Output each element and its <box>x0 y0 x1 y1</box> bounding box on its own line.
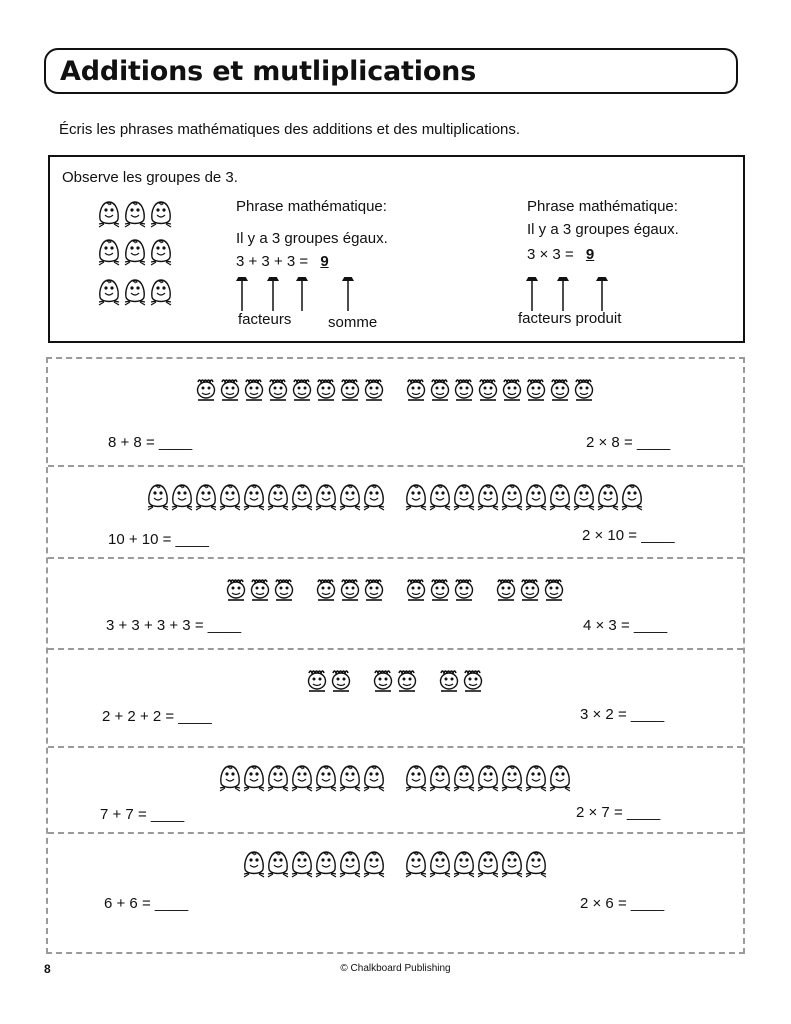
left-heading: Phrase mathématique: <box>236 198 387 215</box>
multiplication-equation[interactable]: 3 × 2 = ____ <box>580 706 665 723</box>
egg-face-icon <box>430 766 450 791</box>
label-factors: facteurs <box>238 311 292 328</box>
egg-face-icon <box>406 766 426 791</box>
example-box <box>48 155 745 343</box>
curly-hair-face-icon <box>270 380 287 400</box>
picture-groups <box>48 477 743 515</box>
egg-group-1 <box>99 202 171 227</box>
curly-hair-face-icon <box>252 580 269 600</box>
addition-equation[interactable]: 3 + 3 + 3 + 3 = ____ <box>106 617 242 634</box>
label-sum: somme <box>328 314 378 331</box>
egg-group-2 <box>99 240 171 265</box>
egg-face-icon <box>292 766 312 791</box>
right-arrows <box>524 277 614 313</box>
curly-hair-face-icon <box>408 380 425 400</box>
multiplication-equation[interactable]: 2 × 7 = ____ <box>576 804 661 821</box>
egg-face-icon <box>364 766 384 791</box>
egg-face-icon <box>454 485 474 510</box>
copyright: © Chalkboard Publishing <box>340 963 451 974</box>
picture-group-2 <box>406 485 642 510</box>
egg-face-icon <box>622 485 642 510</box>
egg-face-icon <box>454 766 474 791</box>
left-arrows <box>234 277 364 313</box>
left-equation-line <box>236 253 337 270</box>
example-intro: Observe les groupes de 3. <box>62 169 238 186</box>
curly-hair-face-icon <box>504 380 521 400</box>
picture-group-2 <box>375 671 416 691</box>
multiplication-equation[interactable]: 2 × 8 = ____ <box>586 434 671 451</box>
egg-face-icon <box>526 485 546 510</box>
exercise-area <box>46 357 745 954</box>
egg-face-icon <box>268 766 288 791</box>
curly-hair-face-icon <box>456 380 473 400</box>
picture-groups <box>48 844 743 882</box>
egg-face-icon <box>364 852 384 877</box>
egg-face-icon <box>598 485 618 510</box>
egg-face-icon <box>340 485 360 510</box>
right-line1: Il y a 3 groupes égaux. <box>527 221 679 238</box>
egg-face-icon <box>502 485 522 510</box>
egg-face-icon <box>478 485 498 510</box>
egg-face-icon <box>502 852 522 877</box>
picture-group-1 <box>228 580 293 600</box>
egg-face-icon <box>502 766 522 791</box>
curly-hair-face-icon <box>576 380 593 400</box>
egg-face-icon <box>340 766 360 791</box>
picture-groups <box>48 660 743 698</box>
page-number: 8 <box>44 962 51 976</box>
picture-group-1 <box>309 671 350 691</box>
egg-face-icon <box>268 852 288 877</box>
curly-hair-face-icon <box>522 580 539 600</box>
curly-hair-face-icon <box>366 580 383 600</box>
curly-hair-face-icon <box>528 380 545 400</box>
title-box <box>44 48 738 94</box>
curly-hair-face-icon <box>222 380 239 400</box>
egg-face-icon <box>316 852 336 877</box>
exercise-row <box>48 650 743 748</box>
picture-group-4 <box>498 580 563 600</box>
picture-group-1 <box>220 766 384 791</box>
picture-groups <box>48 369 743 407</box>
addition-equation[interactable]: 7 + 7 = ____ <box>100 806 185 823</box>
curly-hair-face-icon <box>375 671 392 691</box>
right-equation: 3 × 3 = <box>527 246 574 263</box>
curly-hair-face-icon <box>480 380 497 400</box>
right-label: facteurs produit <box>518 310 622 327</box>
right-equation-line <box>527 246 602 263</box>
egg-face-icon <box>196 485 216 510</box>
multiplication-equation[interactable]: 2 × 6 = ____ <box>580 895 665 912</box>
egg-face-icon <box>292 485 312 510</box>
page-title: Additions et mutliplications <box>60 56 477 87</box>
addition-equation[interactable]: 2 + 2 + 2 = ____ <box>102 708 212 725</box>
curly-hair-face-icon <box>294 380 311 400</box>
curly-hair-face-icon <box>399 671 416 691</box>
addition-equation[interactable]: 10 + 10 = ____ <box>108 531 209 548</box>
curly-hair-face-icon <box>276 580 293 600</box>
exercise-row <box>48 359 743 467</box>
egg-face-icon <box>340 852 360 877</box>
exercise-row <box>48 559 743 650</box>
example-egg-groups <box>98 200 178 310</box>
curly-hair-face-icon <box>309 671 326 691</box>
egg-face-icon <box>220 766 240 791</box>
egg-face-icon <box>268 485 288 510</box>
curly-hair-face-icon <box>333 671 350 691</box>
egg-face-icon <box>316 485 336 510</box>
egg-face-icon <box>406 852 426 877</box>
curly-hair-face-icon <box>546 580 563 600</box>
egg-face-icon <box>316 766 336 791</box>
curly-hair-face-icon <box>498 580 515 600</box>
left-equation: 3 + 3 + 3 = <box>236 253 309 270</box>
egg-face-icon <box>430 485 450 510</box>
egg-face-icon <box>550 485 570 510</box>
instructions: Écris les phrases mathématiques des additions et des multiplications. <box>59 121 521 138</box>
curly-hair-face-icon <box>408 580 425 600</box>
right-answer: 9 <box>585 246 595 263</box>
curly-hair-face-icon <box>342 580 359 600</box>
picture-group-2 <box>408 380 593 400</box>
egg-face-icon <box>292 852 312 877</box>
egg-face-icon <box>244 485 264 510</box>
addition-equation[interactable]: 6 + 6 = ____ <box>104 895 189 912</box>
curly-hair-face-icon <box>432 580 449 600</box>
picture-group-1 <box>148 485 384 510</box>
multiplication-equation[interactable]: 4 × 3 = ____ <box>583 617 668 634</box>
curly-hair-face-icon <box>318 380 335 400</box>
exercise-row <box>48 467 743 559</box>
curly-hair-face-icon <box>198 380 215 400</box>
left-answer: 9 <box>320 253 329 270</box>
curly-hair-face-icon <box>342 380 359 400</box>
curly-hair-face-icon <box>465 671 482 691</box>
exercise-row <box>48 748 743 834</box>
curly-hair-face-icon <box>228 580 245 600</box>
curly-hair-face-icon <box>366 380 383 400</box>
multiplication-equation[interactable]: 2 × 10 = ____ <box>582 527 675 544</box>
egg-face-icon <box>454 852 474 877</box>
curly-hair-face-icon <box>552 380 569 400</box>
curly-hair-face-icon <box>432 380 449 400</box>
egg-face-icon <box>172 485 192 510</box>
picture-groups <box>48 758 743 796</box>
egg-face-icon <box>574 485 594 510</box>
egg-face-icon <box>430 852 450 877</box>
egg-face-icon <box>526 766 546 791</box>
curly-hair-face-icon <box>441 671 458 691</box>
egg-face-icon <box>478 766 498 791</box>
egg-face-icon <box>550 766 570 791</box>
picture-group-3 <box>441 671 482 691</box>
egg-face-icon <box>364 485 384 510</box>
addition-equation[interactable]: 8 + 8 = ____ <box>108 434 193 451</box>
picture-group-2 <box>318 580 383 600</box>
egg-face-icon <box>220 485 240 510</box>
picture-group-3 <box>408 580 473 600</box>
egg-face-icon <box>478 852 498 877</box>
curly-hair-face-icon <box>246 380 263 400</box>
picture-group-2 <box>406 766 570 791</box>
picture-group-2 <box>406 852 546 877</box>
egg-face-icon <box>526 852 546 877</box>
curly-hair-face-icon <box>456 580 473 600</box>
egg-group-3 <box>99 280 171 305</box>
picture-group-1 <box>244 852 384 877</box>
egg-face-icon <box>148 485 168 510</box>
left-line1: Il y a 3 groupes égaux. <box>236 230 388 247</box>
picture-group-1 <box>198 380 383 400</box>
curly-hair-face-icon <box>318 580 335 600</box>
egg-face-icon <box>406 485 426 510</box>
right-heading: Phrase mathématique: <box>527 198 678 215</box>
picture-groups <box>48 569 743 607</box>
exercise-row <box>48 834 743 952</box>
egg-face-icon <box>244 852 264 877</box>
egg-face-icon <box>244 766 264 791</box>
